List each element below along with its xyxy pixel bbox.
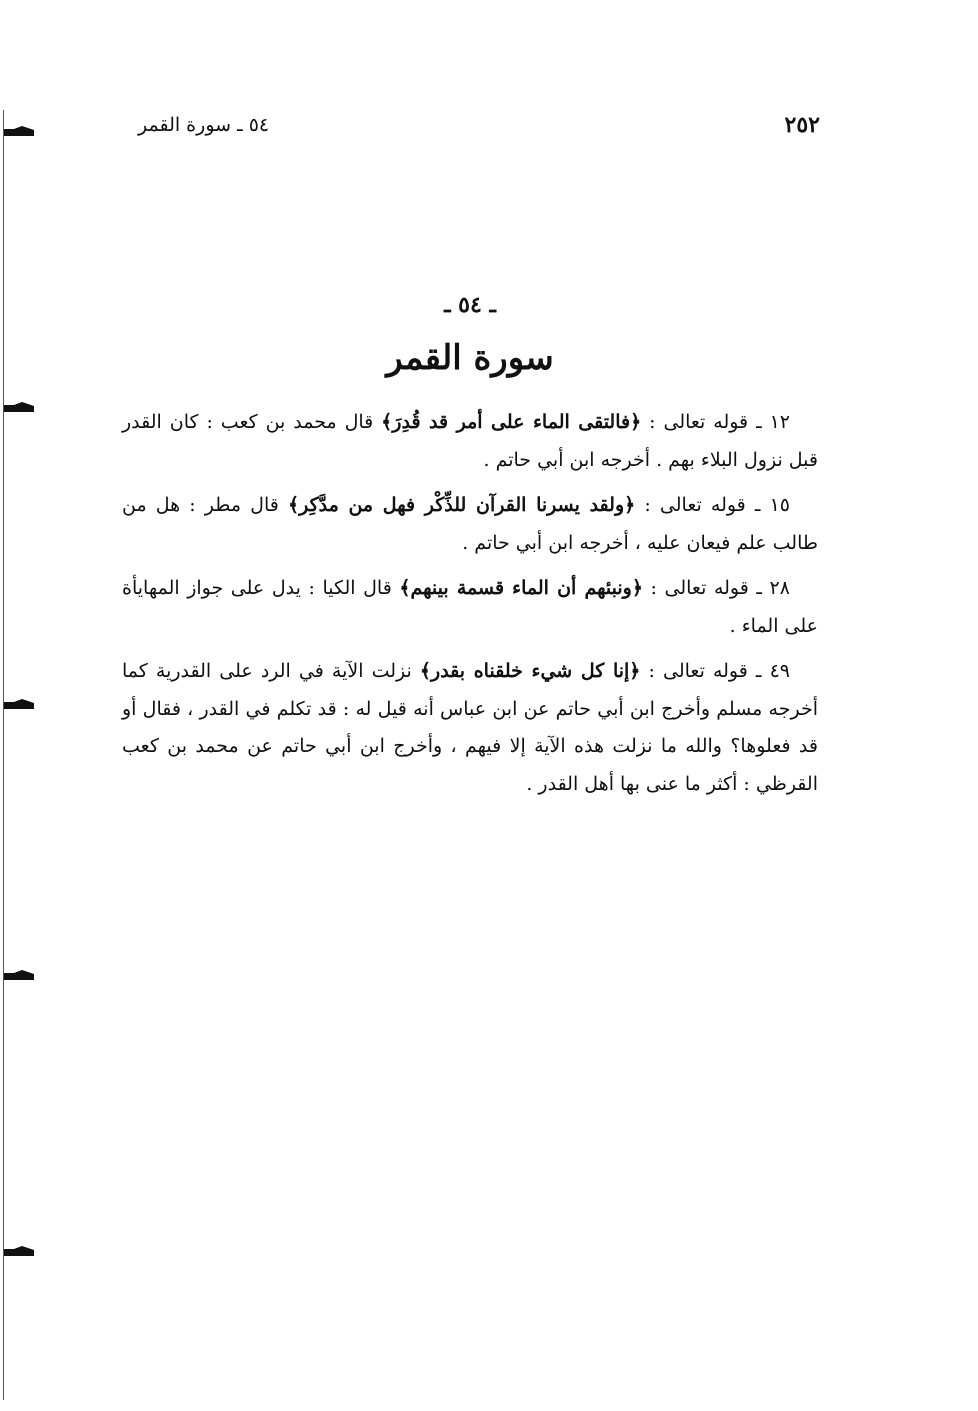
page-number: ٢٥٢ (784, 112, 820, 138)
commentary-paragraph (122, 653, 818, 803)
verse-number: ٤٩ (769, 660, 790, 682)
commentary-paragraph (122, 487, 818, 562)
quran-quote: ﴿ولقد يسرنا القرآن للذِّكْر فهل من مدَّكِر﴾ (287, 494, 636, 516)
commentary-paragraph (122, 570, 818, 645)
binding-edge-mark (4, 1246, 34, 1260)
running-title: ٥٤ ـ سورة القمر (138, 114, 270, 136)
commentary-text: قال الكيا : يدل على جواز المهايأة على الماء . (122, 577, 818, 637)
commentary-text: قال محمد بن كعب : كان القدر قبل نزول البلاء بهم . أخرجه ابن أبي حاتم . (122, 411, 818, 471)
running-header (120, 112, 820, 142)
verse-number: ١٥ (769, 494, 790, 516)
verse-number: ٢٨ (769, 577, 790, 599)
commentary-paragraph (122, 404, 818, 479)
binding-edge-mark (4, 126, 34, 140)
commentary-body (122, 404, 818, 811)
commentary-text: قال مطر : هل من طالب علم فيعان عليه ، أخرجه ابن أبي حاتم . (122, 494, 818, 554)
commentary-text: نزلت الآية في الرد على القدرية كما أخرجه مسلم وأخرج ابن أبي حاتم عن ابن عباس أنه قيل له : قد تكلم في القدر ، فقال أو قد فعلوها؟ والله ما نزلت هذه الآية إلا فيهم ، وأخرج ابن أبي حاتم عن محمد بن كعب القرظي : أكثر ما عنى بها أهل القدر . (122, 660, 818, 795)
chapter-title: سورة القمر (386, 338, 554, 378)
lead-text: ـ قوله تعالى : (641, 411, 770, 433)
verse-number: ١٢ (769, 411, 790, 433)
quran-quote: ﴿ونبئهم أن الماء قسمة بينهم﴾ (399, 577, 643, 599)
lead-text: ـ قوله تعالى : (640, 660, 770, 682)
lead-text: ـ قوله تعالى : (642, 577, 770, 599)
binding-edge-mark (4, 970, 34, 984)
binding-edge-mark (4, 699, 34, 713)
chapter-number: ـ ٥٤ ـ (444, 292, 496, 318)
binding-edge-mark (4, 402, 34, 416)
quran-quote: ﴿إنا كل شيء خلقناه بقدر﴾ (419, 660, 641, 682)
quran-quote: ﴿فالتقى الماء على أمر قد قُدِرَ﴾ (381, 411, 642, 433)
lead-text: ـ قوله تعالى : (635, 494, 770, 516)
